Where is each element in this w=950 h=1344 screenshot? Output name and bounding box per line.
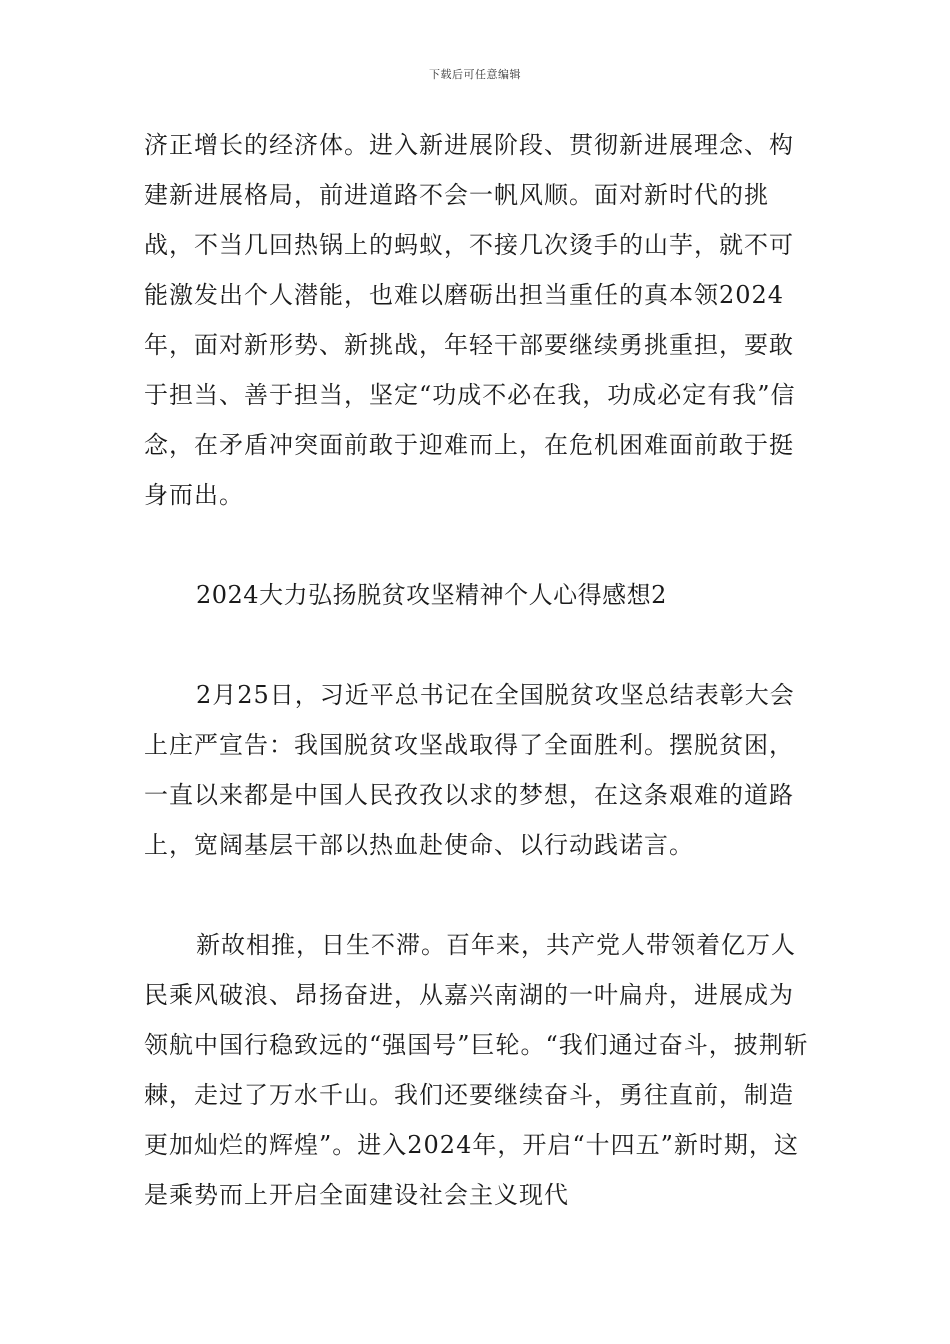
spacer — [144, 870, 810, 920]
spacer — [144, 620, 810, 670]
section-heading: 2024大力弘扬脱贫攻坚精神个人心得感想2 — [196, 581, 667, 609]
document-body — [144, 120, 810, 1220]
spacer — [144, 520, 810, 570]
page-header-note: 下载后可任意编辑 — [429, 68, 521, 81]
paragraph-announcement: 2月25日，习近平总书记在全国脱贫攻坚总结表彰大会上庄严宣告：我国脱贫攻坚战取得了全面胜利。摆脱贫困，一直以来都是中国人民孜孜以求的梦想，在这条艰难的道路上，宽阔基层干部以热血赴使命、以行动践诺言。 — [144, 681, 795, 859]
paragraph-history: 新故相推，日生不滞。百年来，共产党人带领着亿万人民乘风破浪、昂扬奋进，从嘉兴南湖的一叶扁舟，进展成为领航中国行稳致远的“强国号”巨轮。“我们通过奋斗，披荆斩棘，走过了万水千山。我们还要继续奋斗，勇往直前，制造更加灿烂的辉煌”。进入2024年，开启“十四五”新时期，这是乘势而上开启全面建设社会主义现代 — [144, 931, 809, 1209]
paragraph-continuation: 济正增长的经济体。进入新进展阶段、贯彻新进展理念、构建新进展格局，前进道路不会一帆风顺。面对新时代的挑战，不当几回热锅上的蚂蚁，不接几次烫手的山芋，就不可能激发出个人潜能，也难以磨砺出担当重任的真本领2024年，面对新形势、新挑战，年轻干部要继续勇挑重担，要敢于担当、善于担当，坚定“功成不必在我，功成必定有我”信念，在矛盾冲突面前敢于迎难而上，在危机困难面前敢于挺身而出。 — [144, 131, 796, 509]
